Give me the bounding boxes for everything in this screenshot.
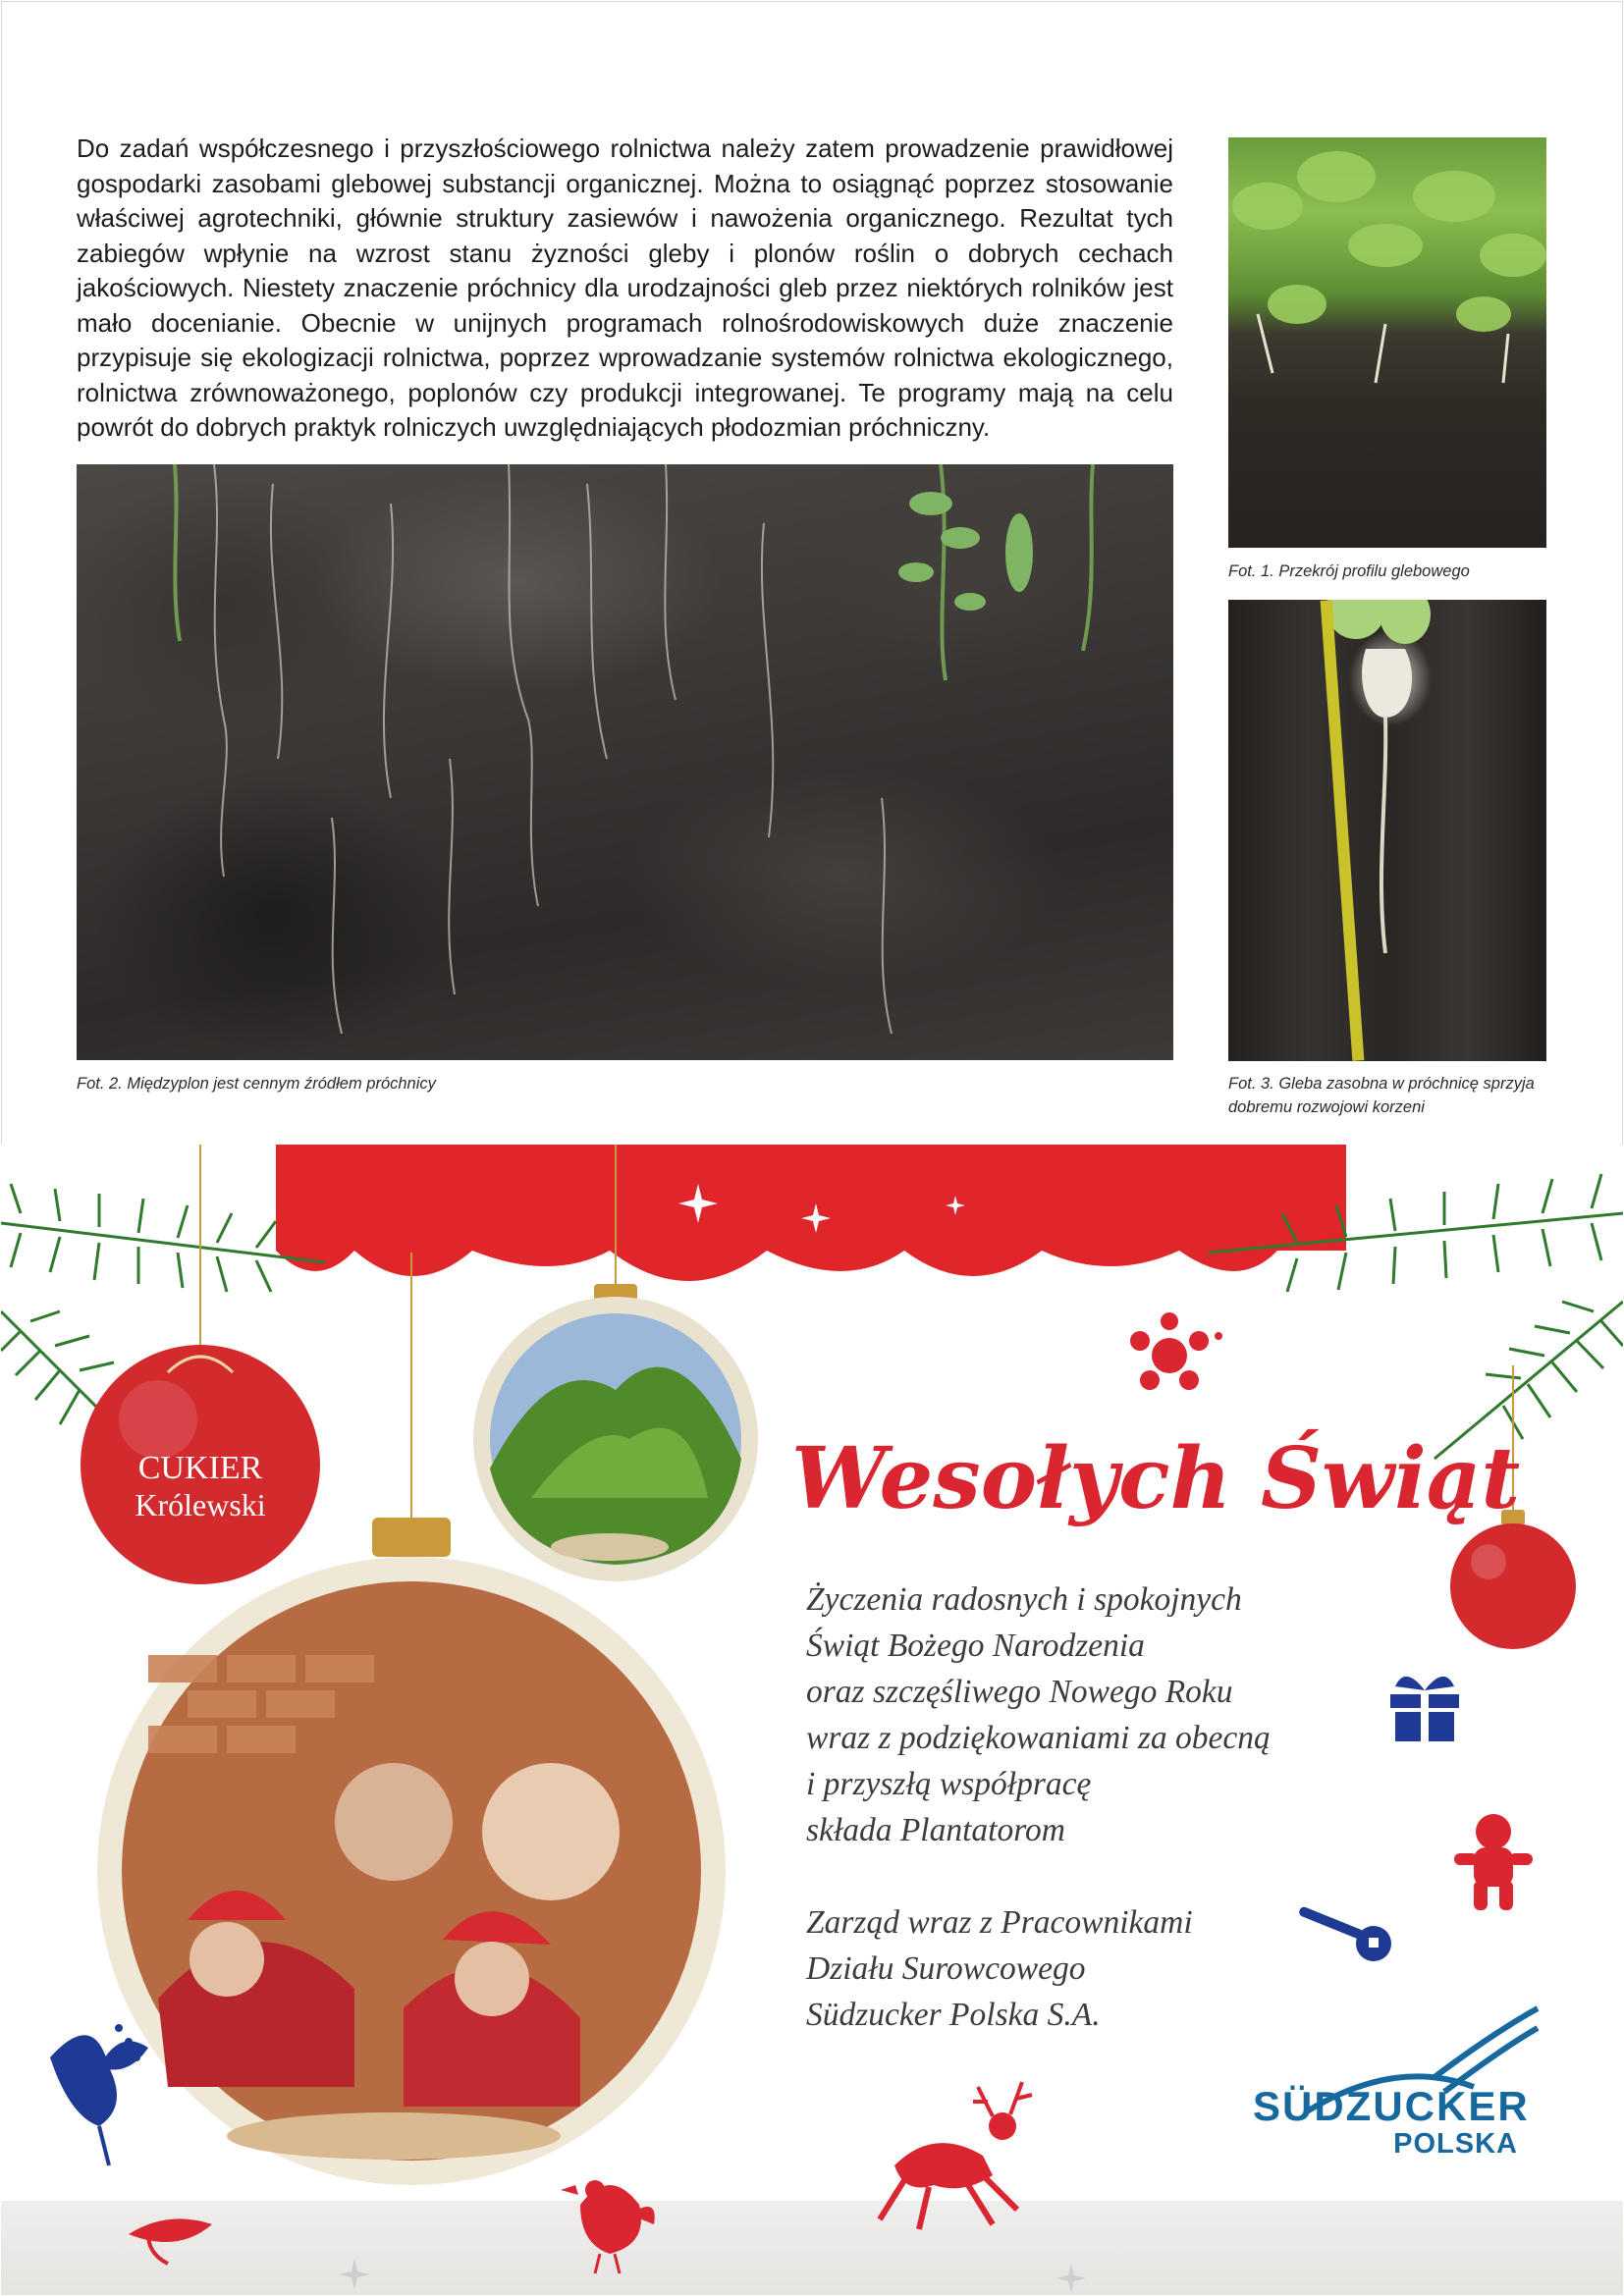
star-sparkle-icon <box>339 2259 1086 2293</box>
beet-root-detail <box>1228 600 1546 1061</box>
cukier-logo-line2: Królewski <box>135 1487 266 1522</box>
soil-cover-crop-photo <box>77 464 1173 1060</box>
sudzucker-logo-line2: POLSKA <box>1393 2128 1518 2160</box>
soil-photo-detail <box>77 464 1173 1060</box>
beet-root-photo <box>1228 600 1546 1061</box>
wish-line: Świąt Bożego Narodzenia <box>806 1628 1145 1664</box>
bauble-icon <box>81 1345 320 1584</box>
wish-line: składa Plantatorom <box>806 1812 1065 1848</box>
wish-line: Życzenia radosnych i spokojnych <box>806 1581 1242 1618</box>
folk-flower-icon <box>129 2218 212 2264</box>
bird-icon <box>561 2180 655 2273</box>
article-paragraph: Do zadań współczesnego i przyszłościowego rolnictwa należy zatem prowadzenie prawidłowej gospodarki zasobami glebowej substancji organicznej. Można to osiągnąć poprzez stosowanie właściwej agrotechniki, głównie struktury zasiewów i nawożenia organicznego. Rezultat tych zabiegów wpłynie na wzrost stanu żyzności gleby i plonów roślin o dobrych cechach jakościowych. Niestety znaczenie próchnicy dla urodzajności gleb przez niektórych rolników jest mało docenianie. Obecnie w unijnych programach rolnośrodowiskowych duże znaczenie przypisuje się ekologizacji rolnictwa, poprzez wprowadzanie systemów rolnictwa ekologicznego, rolnictwa zrównoważonego, poplonów czy produkcji integrowanej. Te programy mają na celu powrót do dobrych praktyk rolniczych uwzględniających płodozmian próchniczny. <box>77 133 1173 442</box>
greeting-wishes <box>806 1576 1356 2038</box>
caption-fot3-line2: dobremu rozwojowi korzeni <box>1228 1098 1425 1116</box>
wish-line: oraz szczęśliwego Nowego Roku <box>806 1674 1233 1710</box>
signature-line: Zarząd wraz z Pracownikami <box>806 1904 1193 1941</box>
bauble-icon <box>1450 1510 1576 1649</box>
caption-fot2: Fot. 2. Międzyplon jest cennym źródłem próchnicy <box>77 1075 436 1093</box>
sudzucker-logo-line1: SÜDZUCKER <box>1253 2083 1530 2129</box>
bauble-icon <box>97 1518 726 2185</box>
gingerbread-man-icon <box>1454 1814 1533 1910</box>
flower-icon <box>1130 1312 1222 1390</box>
wish-line: i przyszłą współpracę <box>806 1766 1092 1802</box>
signature-line: Südzucker Polska S.A. <box>806 1997 1101 2033</box>
wish-line: wraz z podziękowaniami za obecną <box>806 1720 1271 1756</box>
christmas-greeting <box>1 1145 1623 2295</box>
soil-profile-detail <box>1228 137 1546 548</box>
reindeer-icon <box>880 2082 1032 2229</box>
cukier-logo-line1: CUKIER <box>137 1450 263 1486</box>
bauble-icon <box>473 1284 758 1581</box>
folk-flower-icon <box>50 2024 148 2165</box>
gift-icon <box>1390 1677 1459 1743</box>
caption-fot3-line1: Fot. 3. Gleba zasobna w próchnicę sprzyja <box>1228 1075 1535 1093</box>
soil-profile-photo <box>1228 137 1546 548</box>
caption-fot3 <box>1228 1072 1535 1119</box>
spacer <box>806 1853 1356 1899</box>
greeting-title: Wesołych Świąt <box>791 1429 1521 1528</box>
sudzucker-logo <box>1253 2083 1530 2160</box>
caption-fot1: Fot. 1. Przekrój profilu glebowego <box>1228 562 1470 580</box>
signature-line: Działu Surowcowego <box>806 1950 1086 1987</box>
